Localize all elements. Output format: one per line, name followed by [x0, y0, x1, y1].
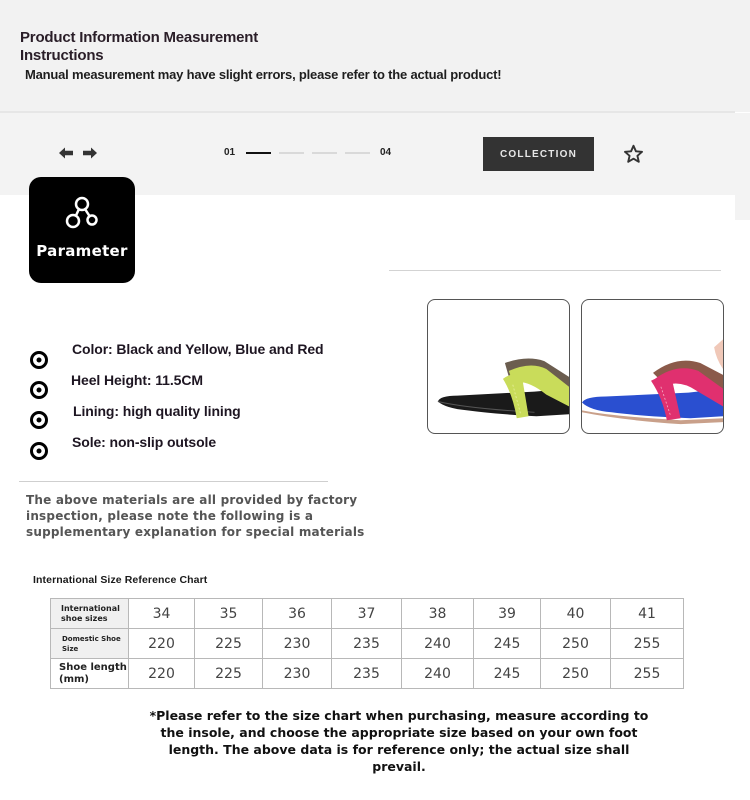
spec-lining: Lining: high quality lining: [73, 403, 241, 419]
row-header: Domestic Shoe Size: [51, 629, 129, 659]
size-chart-title: International Size Reference Chart: [33, 574, 208, 586]
table-cell: 240: [402, 629, 474, 659]
table-cell: 240: [402, 659, 474, 689]
table-cell: 230: [263, 659, 332, 689]
collection-button[interactable]: COLLECTION: [483, 137, 594, 171]
pager-start: 01: [224, 147, 236, 158]
arrow-right-icon[interactable]: [82, 146, 98, 160]
table-cell: 250: [541, 659, 611, 689]
bullet-icon: [29, 441, 49, 461]
nav-band-edge: [735, 113, 750, 220]
pager-segment-1[interactable]: [246, 152, 271, 154]
table-cell: 245: [474, 629, 541, 659]
table-cell: 220: [129, 629, 195, 659]
table-cell: 38: [402, 599, 474, 629]
pager-segment-2[interactable]: [279, 152, 304, 154]
page-title: Product Information Measurement Instructions: [20, 29, 258, 64]
carousel-arrows: [58, 146, 98, 160]
spec-sole: Sole: non-slip outsole: [72, 434, 217, 450]
table-cell: 235: [332, 659, 402, 689]
arrow-left-icon[interactable]: [58, 146, 74, 160]
spec-heel-height: Heel Height: 11.5CM: [71, 372, 203, 388]
bullet-icon: [29, 380, 49, 400]
carousel-pager: [224, 147, 398, 158]
star-icon[interactable]: [623, 144, 644, 164]
table-cell: 225: [195, 629, 263, 659]
row-header: International shoe sizes: [51, 599, 129, 629]
table-cell: 230: [263, 629, 332, 659]
table-cell: 235: [332, 629, 402, 659]
table-cell: 220: [129, 659, 195, 689]
table-cell: 35: [195, 599, 263, 629]
page-subtitle: Manual measurement may have slight errors, please refer to the actual product!: [25, 67, 502, 82]
pager-segment-3[interactable]: [312, 152, 337, 154]
table-cell: 37: [332, 599, 402, 629]
product-photo-black-yellow[interactable]: [427, 299, 570, 434]
size-chart-table: [50, 598, 684, 689]
parameter-card: [29, 177, 135, 283]
pager-end: 04: [380, 147, 392, 158]
table-cell: 39: [474, 599, 541, 629]
table-cell: 36: [263, 599, 332, 629]
node-network-icon: [62, 194, 102, 234]
table-row: [51, 659, 684, 689]
table-cell: 255: [611, 659, 684, 689]
row-header: Shoe length (mm): [51, 659, 129, 689]
materials-note: The above materials are all provided by factory inspection, please note the following is a supplementary explanation for special materials: [26, 493, 365, 539]
table-cell: 255: [611, 629, 684, 659]
table-cell: 40: [541, 599, 611, 629]
table-cell: 34: [129, 599, 195, 629]
section-divider-left: [19, 481, 328, 482]
bullet-icon: [29, 410, 49, 430]
section-divider-right: [389, 270, 721, 271]
table-row: [51, 629, 684, 659]
table-cell: 245: [474, 659, 541, 689]
table-row: [51, 599, 684, 629]
table-cell: 250: [541, 629, 611, 659]
parameter-label: Parameter: [36, 242, 128, 260]
product-photo-blue-red[interactable]: [581, 299, 724, 434]
spec-color: Color: Black and Yellow, Blue and Red: [72, 341, 324, 357]
pager-segment-4[interactable]: [345, 152, 370, 154]
table-cell: 225: [195, 659, 263, 689]
table-cell: 41: [611, 599, 684, 629]
footer-note: *Please refer to the size chart when purchasing, measure according to the insole, and choose the appropriate size based on your own foot length. The above data is for reference only; the actual size shall prevail.: [149, 708, 649, 774]
bullet-icon: [29, 350, 49, 370]
